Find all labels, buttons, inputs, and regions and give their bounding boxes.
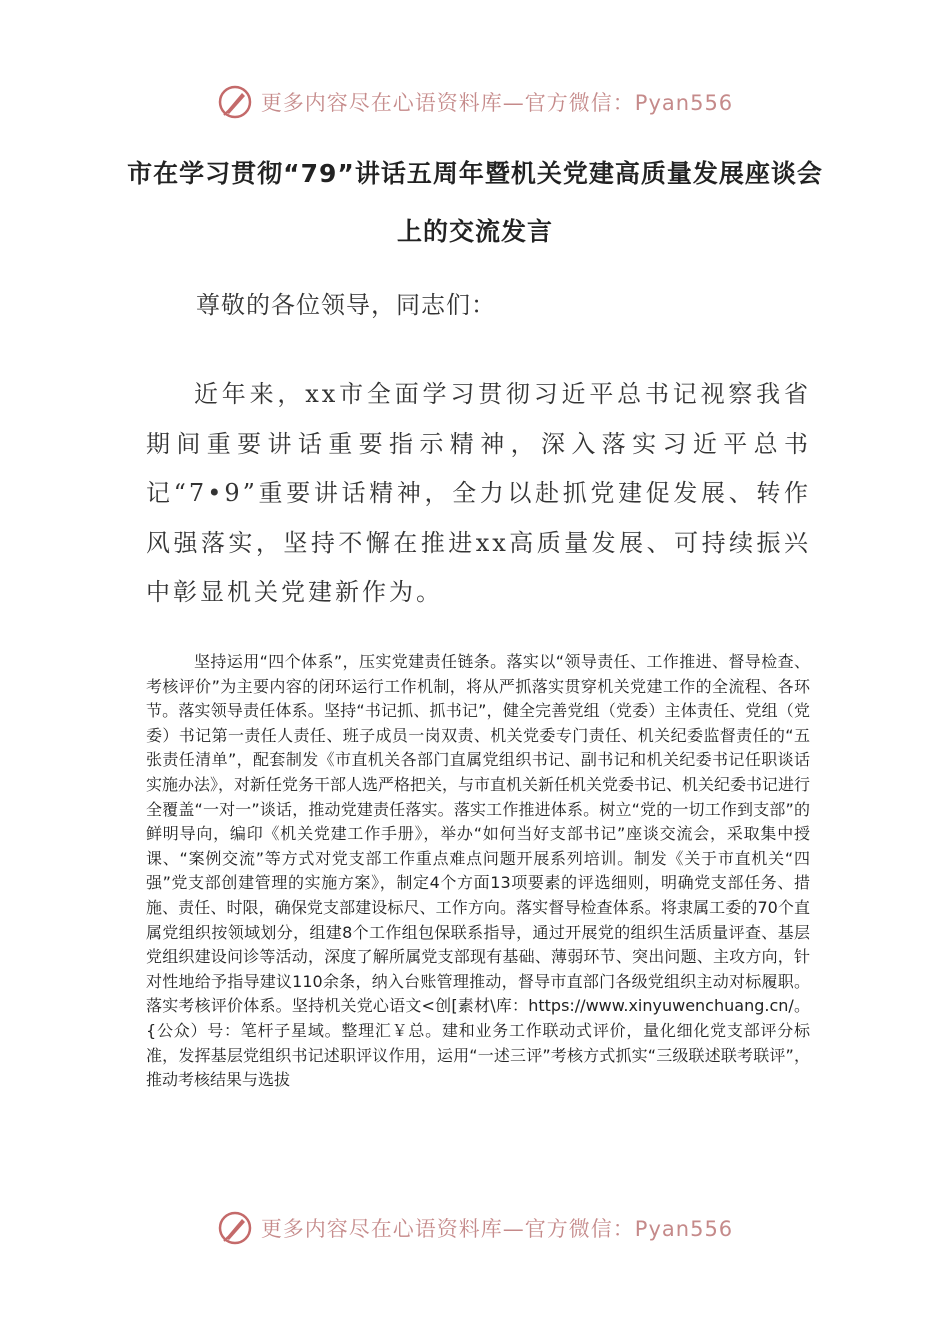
body-paragraph: 坚持运用“四个体系”，压实党建责任链条。落实以“领导责任、工作推进、督导检查、考核评价”为主要内容的闭环运行工作机制，将从严抓落实贯穿机关党建工作的全流程、各环节。落实领导责任体系。坚持“书记抓、抓书记”，健全完善党组（党委）主体责任、党组（党委）书记第一责任人责任、班子成员一岗双责、机关党委专门责任、机关纪委监督责任的“五张责任清单”，配套制发《市直机关各部门直属党组织书记、副书记和机关纪委书记任职谈话实施办法》，对新任党务干部人选严格把关，与市直机关新任机关党委书记、机关纪委书记进行全覆盖“一对一”谈话，推动党建责任落实。落实工作推进体系。树立“党的一切工作到支部”的鲜明导向，编印《机关党建工作手册》，举办“如何当好支部书记”座谈交流会，采取集中授课、“案例交流”等方式对党支部工作重点难点问题开展系列培训。制发《关于市直机关“四强”党支部创建管理的实施方案》，制定4个方面13项要素的评选细则，明确党支部任务、措施、责任、时限，确保党支部建设标尺、工作方向。落实督导检查体系。将隶属工委的70个直属党组织按领域划分，组建8个工作组包保联系指导，通过开展党的组织生活质量评查、基层党组织建设问诊等活动，深度了解所属党支部现有基础、薄弱环节、突出问题、主攻方向，针对性地给予指导建议110余条，纳入台账管理推动，督导市直部门各级党组织主动对标履职。落实考核评价体系。坚持机关党心语文<创[素材\库：https://www.xinyuwenchuang.cn/。{公众）号：笔杆子星域。整理汇￥总。建和业务工作联动式评价，量化细化党支部评分标准，发挥基层党组织书记述职评议作用，运用“一述三评”考核方式抓实“三级联述联考联评”，推动考核结果与选拔	[146, 652, 811, 1090]
intro-paragraph: 近年来，xx市全面学习贯彻习近平总书记视察我省期间重要讲话重要指示精神，深入落实习近平总书记“7•9”重要讲话精神，全力以赴抓党建促发展、转作风强落实，坚持不懈在推进xx高质量发展、可持续振兴中彰显机关党建新作为。	[146, 380, 811, 606]
header-banner	[0, 80, 950, 124]
footer-banner-text: 更多内容尽在心语资料库—官方微信：Pyan556	[260, 1217, 734, 1241]
header-banner-text: 更多内容尽在心语资料库—官方微信：Pyan556	[260, 91, 734, 115]
document-title: 市在学习贯彻“79”讲话五周年暨机关党建高质量发展座谈会上的交流发言	[127, 159, 823, 246]
quill-logo-icon	[217, 84, 253, 120]
quill-logo-icon	[217, 1210, 253, 1246]
footer-banner	[0, 1206, 950, 1250]
salutation: 尊敬的各位领导，同志们：	[196, 291, 496, 319]
